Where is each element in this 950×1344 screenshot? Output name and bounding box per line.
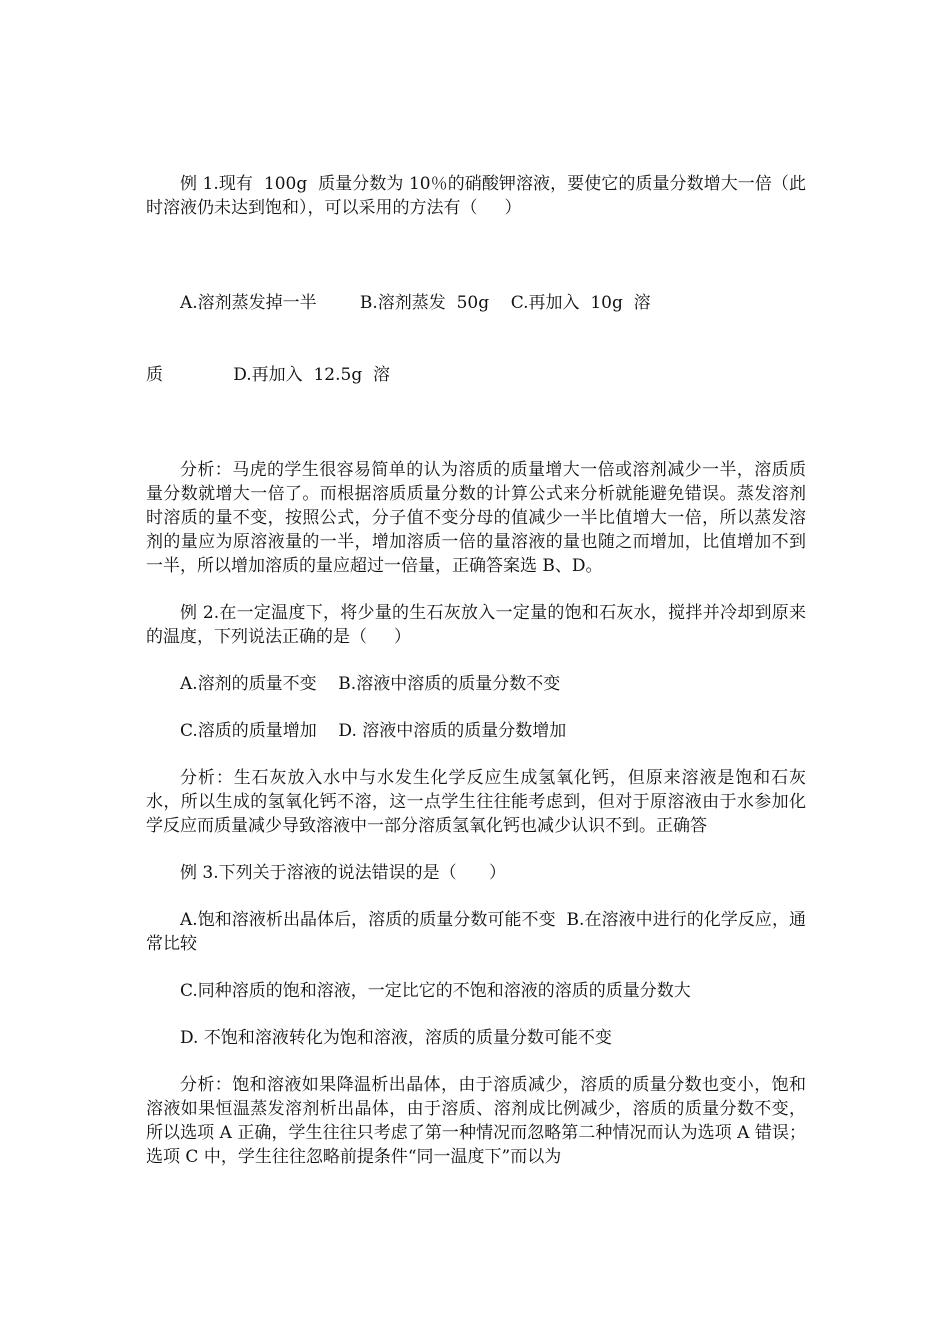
example-2-question: 例 2.在一定温度下，将少量的生石灰放入一定量的饱和石灰水，搅拌并冷却到原来的温度，下列说法正确的是（ ） xyxy=(146,603,806,647)
example-2-options-ab: A.溶剂的质量不变 B.溶液中溶质的质量分数不变 xyxy=(180,674,561,694)
example-1-options xyxy=(146,243,806,435)
example-3-analysis: 分析：饱和溶液如果降温析出晶体，由于溶质减少，溶质的质量分数也变小，饱和溶液如果恒温蒸发溶剂析出晶体，由于溶质、溶剂成比例减少，溶质的质量分数不变，所以选项 A 正确，学生往往只考虑了第一种情况而忽略第二种情况而认为选项 A 错误；选项 C 中，学生往往忽略前提条件“同一温度下”而以为 xyxy=(146,1075,806,1167)
example-2-options-cd: C.溶质的质量增加 D. 溶液中溶质的质量分数增加 xyxy=(180,721,567,741)
example-1-analysis: 分析：马虎的学生很容易简单的认为溶质的质量增大一倍或溶剂减少一半，溶质质量分数就增大一倍了。而根据溶质质量分数的计算公式来分析就能避免错误。蒸发溶剂时溶质的量不变，按照公式，分子值不变分母的值减少一半比值增大一倍，所以蒸发溶剂的量应为原溶液量的一半，增加溶质一倍的量溶液的量也随之而增加，比值增加不到一半，所以增加溶质的量应超过一倍量，正确答案选 B、D。 xyxy=(146,460,806,576)
example-3-option-ab: A.饱和溶液析出晶体后，溶质的质量分数可能不变 B.在溶液中进行的化学反应，通常比较 xyxy=(146,910,806,954)
example-3-option-c: C.同种溶质的饱和溶液，一定比它的不饱和溶液的溶质的质量分数大 xyxy=(180,981,691,1001)
example-1-options-line-2: 质 D.再加入 12.5g 溶 xyxy=(146,365,391,385)
example-3-option-d: D. 不饱和溶液转化为饱和溶液，溶质的质量分数可能不变 xyxy=(180,1028,612,1048)
example-2-analysis: 分析：生石灰放入水中与水发生化学反应生成氢氧化钙，但原来溶液是饱和石灰水，所以生成的氢氧化钙不溶，这一点学生往往能考虑到，但对于原溶液由于水参加化学反应而质量减少导致溶液中一部分溶质氢氧化钙也减少认识不到。正确答 xyxy=(146,768,806,836)
document-page xyxy=(146,172,806,1192)
example-1-question: 例 1.现有 100g 质量分数为 10％的硝酸钾溶液，要使它的质量分数增大一倍（此时溶液仍未达到饱和），可以采用的方法有（ ） xyxy=(146,174,806,218)
example-1-options-line-1: A.溶剂蒸发掉一半 B.溶剂蒸发 50g C.再加入 10g 溶 xyxy=(180,293,651,313)
example-3-question: 例 3.下列关于溶液的说法错误的是（ ） xyxy=(180,863,507,883)
